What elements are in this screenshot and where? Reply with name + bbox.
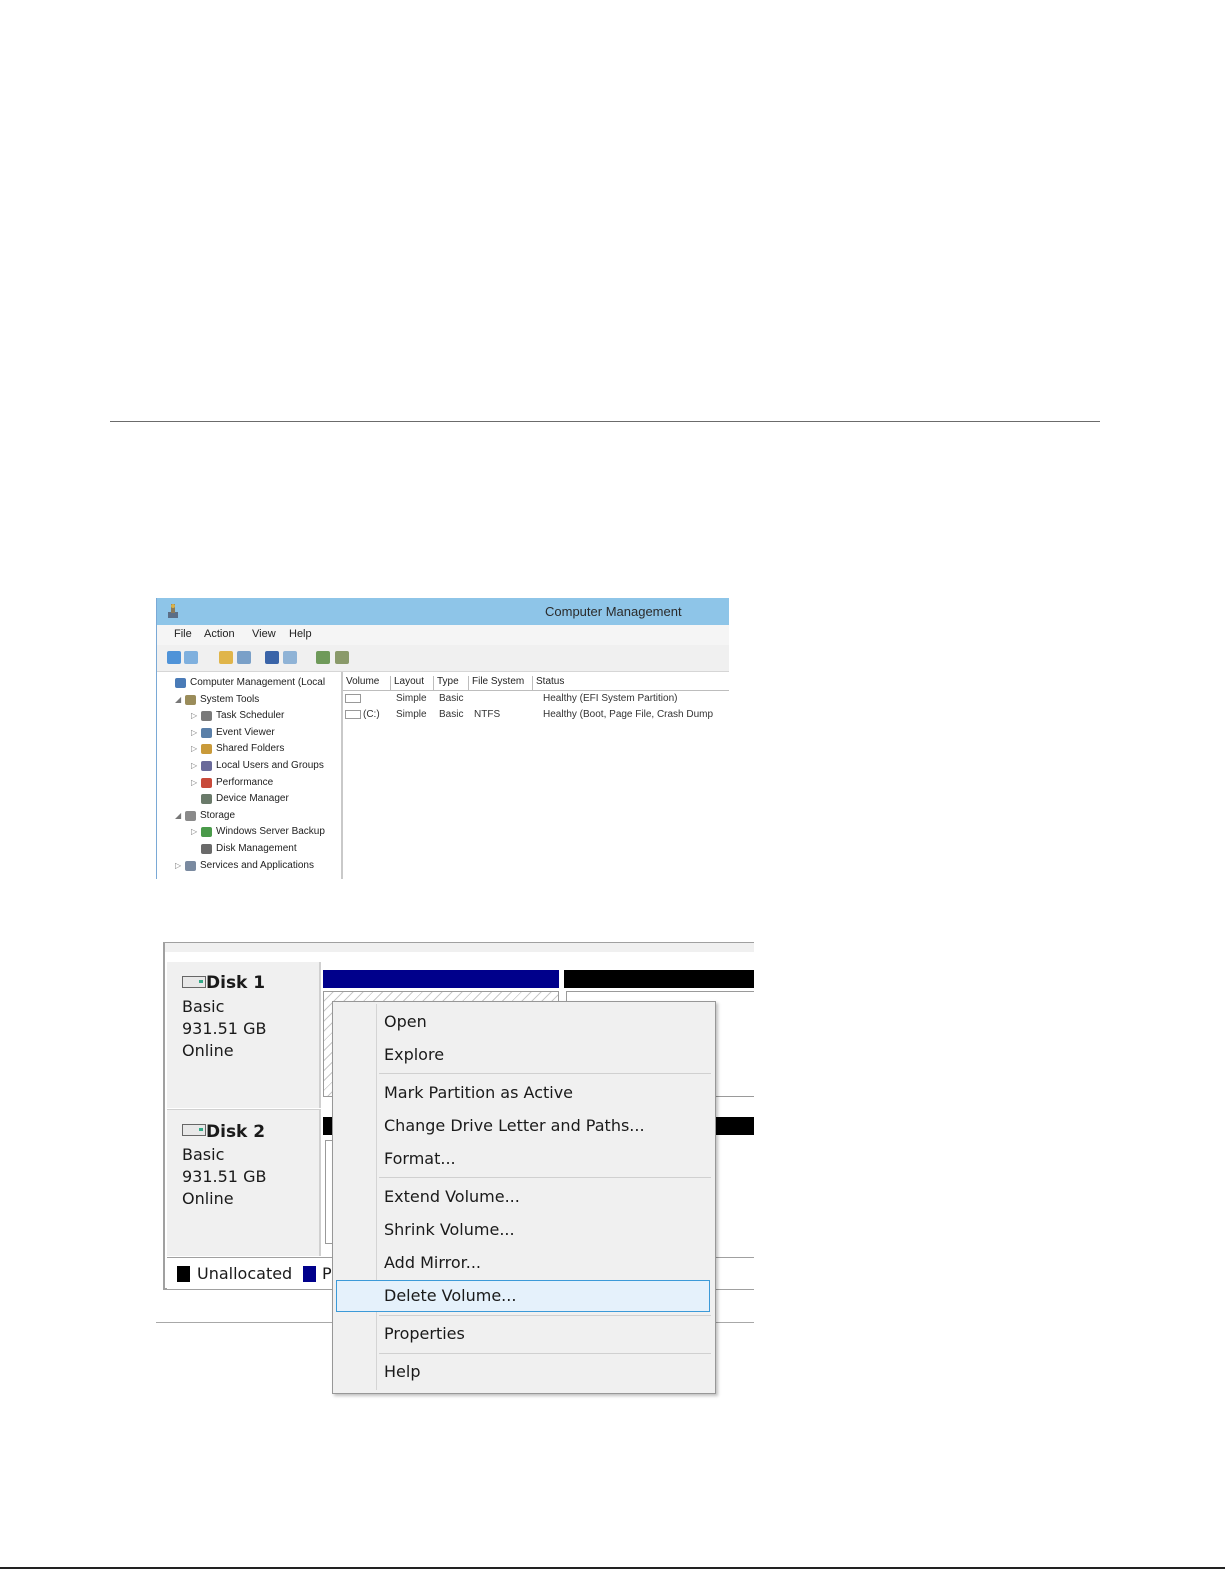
disk-type: Basic <box>182 1145 225 1164</box>
menu-help[interactable]: Help <box>289 628 312 640</box>
system-tools-icon <box>185 695 196 705</box>
page-bottom-rule <box>0 1567 1225 1569</box>
tree-item-label: Windows Server Backup <box>216 826 325 838</box>
tree-item-label: Performance <box>216 776 274 788</box>
context-menu <box>332 1001 716 1394</box>
cell-volume: (C:) <box>363 709 380 720</box>
volume-disk-icon <box>345 694 361 703</box>
menu-item-open[interactable] <box>336 1007 710 1037</box>
tree-item-label: Storage <box>200 809 236 821</box>
menu-bar <box>157 625 729 645</box>
expand-arrow-icon[interactable]: ▷ <box>191 827 198 837</box>
column-status[interactable]: Status <box>533 676 729 691</box>
menu-item-help[interactable] <box>336 1357 710 1387</box>
menu-separator <box>379 1073 711 1074</box>
column-layout[interactable]: Layout <box>391 676 434 691</box>
tree-item[interactable] <box>157 859 341 875</box>
menu-item-change-drive-letter[interactable] <box>336 1111 710 1141</box>
title-bar <box>157 598 729 625</box>
backup-icon <box>201 827 212 837</box>
disk-name: Disk 2 <box>206 1122 266 1142</box>
computer-management-icon <box>175 678 186 688</box>
menu-item-label: Properties <box>384 1324 465 1343</box>
tree-item-label: Local Users and Groups <box>216 760 324 771</box>
cell-status: Healthy (Boot, Page File, Crash Dump <box>543 709 714 720</box>
menu-item-label: Explore <box>384 1045 445 1064</box>
menu-item-properties[interactable] <box>336 1319 710 1349</box>
menu-separator <box>379 1353 711 1354</box>
disk-size: 931.51 GB <box>182 1167 267 1186</box>
expand-arrow-icon[interactable]: ▷ <box>175 860 182 870</box>
device-manager-icon <box>201 794 212 804</box>
menu-item-label: Change Drive Letter and Paths... <box>384 1116 645 1135</box>
help-icon[interactable] <box>316 651 330 664</box>
disk-2-info[interactable] <box>167 1109 321 1256</box>
tree-item-label: Shared Folders <box>216 743 285 755</box>
tree-item-label: Task Scheduler <box>216 710 285 722</box>
menu-item-delete-volume[interactable] <box>336 1280 710 1312</box>
tree-item-label: System Tools <box>200 693 260 705</box>
cell-layout: Simple <box>396 709 427 720</box>
disk-status: Online <box>182 1041 234 1060</box>
storage-icon <box>185 811 196 821</box>
disk-name: Disk 1 <box>206 973 266 993</box>
menu-item-shrink-volume[interactable] <box>336 1215 710 1245</box>
cell-layout: Simple <box>396 693 427 704</box>
column-file-system[interactable]: File System <box>469 676 533 691</box>
tree-item-label: Device Manager <box>216 793 289 805</box>
shared-folders-icon <box>201 744 212 754</box>
menu-item-extend-volume[interactable] <box>336 1182 710 1212</box>
menu-file[interactable]: File <box>174 628 192 640</box>
disk-size: 931.51 GB <box>182 1019 267 1038</box>
tree-item[interactable] <box>157 825 341 841</box>
cell-type: Basic <box>439 693 464 704</box>
services-icon <box>185 861 196 871</box>
up-folder-icon[interactable] <box>219 651 233 664</box>
event-viewer-icon <box>201 728 212 738</box>
tree-item[interactable] <box>157 759 341 775</box>
tree-item[interactable] <box>157 676 341 692</box>
computer-management-window <box>156 598 729 879</box>
tree-item[interactable] <box>157 809 341 825</box>
menu-item-label: Add Mirror... <box>384 1253 481 1272</box>
disk-tool-icon[interactable] <box>335 651 349 664</box>
disk-type: Basic <box>182 997 225 1016</box>
menu-view[interactable]: View <box>252 628 276 640</box>
menu-separator <box>379 1315 711 1316</box>
tree-item-label: Event Viewer <box>216 726 275 738</box>
legend-primary-swatch <box>303 1266 316 1282</box>
tree-item[interactable] <box>157 842 341 858</box>
users-icon <box>201 761 212 771</box>
clock-icon <box>201 711 212 721</box>
back-arrow-icon[interactable] <box>167 651 181 664</box>
cell-status: Healthy (EFI System Partition) <box>543 693 678 704</box>
expand-arrow-icon[interactable]: ▷ <box>191 761 198 770</box>
legend-unallocated-label: Unallocated <box>197 1264 293 1283</box>
tree-item[interactable] <box>157 693 341 709</box>
column-type[interactable]: Type <box>434 676 469 691</box>
tree-item-label: Disk Management <box>216 843 297 854</box>
menu-item-label: Help <box>384 1362 421 1381</box>
list-view-icon[interactable] <box>283 651 297 664</box>
cell-file-system: NTFS <box>474 709 501 720</box>
menu-item-mark-partition-active[interactable] <box>336 1078 710 1108</box>
disk-management-icon <box>201 844 212 854</box>
tree-item-label: Computer Management (Local <box>190 677 326 688</box>
navigation-tree <box>157 672 343 879</box>
disk-icon <box>182 1124 206 1136</box>
menu-action[interactable]: Action <box>204 628 235 640</box>
tree-item[interactable] <box>157 792 341 808</box>
menu-item-label: Format... <box>384 1149 456 1168</box>
menu-item-label: Extend Volume... <box>384 1187 520 1206</box>
menu-item-add-mirror[interactable] <box>336 1248 710 1278</box>
toolbar <box>157 645 729 672</box>
volume-disk-icon <box>345 710 361 719</box>
tree-item[interactable] <box>157 709 341 725</box>
menu-item-label: Open <box>384 1012 427 1031</box>
disk-1-primary-partition-bar[interactable] <box>323 970 559 988</box>
properties-icon[interactable] <box>265 651 279 664</box>
menu-item-label: Mark Partition as Active <box>384 1083 574 1102</box>
volume-list <box>343 672 729 879</box>
performance-icon <box>201 778 212 788</box>
tree-item-label: Services and Applications <box>200 859 314 871</box>
expand-arrow-icon[interactable]: ◢ <box>175 694 182 704</box>
menu-item-format[interactable] <box>336 1144 710 1174</box>
menu-separator <box>379 1177 711 1178</box>
tree-item[interactable] <box>157 742 341 758</box>
expand-arrow-icon[interactable]: ▷ <box>191 711 198 721</box>
expand-arrow-icon[interactable]: ▷ <box>191 777 198 787</box>
disk-1-unallocated-bar[interactable] <box>564 970 754 988</box>
menu-item-label: Shrink Volume... <box>384 1220 515 1239</box>
disk-status: Online <box>182 1189 234 1208</box>
expand-arrow-icon[interactable]: ▷ <box>191 727 198 737</box>
expand-arrow-icon[interactable]: ▷ <box>191 744 198 754</box>
cell-type: Basic <box>439 709 464 720</box>
menu-item-label: Delete Volume... <box>384 1286 517 1305</box>
show-hide-tree-icon[interactable] <box>237 651 251 664</box>
tree-item[interactable] <box>157 776 341 792</box>
section-divider <box>110 421 1100 422</box>
menu-item-explore[interactable] <box>336 1040 710 1070</box>
disk-icon <box>182 976 206 988</box>
expand-arrow-icon[interactable]: ◢ <box>175 810 182 820</box>
window-title: Computer Management <box>545 604 682 619</box>
legend-primary-label: P <box>322 1264 332 1283</box>
column-volume[interactable]: Volume <box>343 676 391 691</box>
tree-item[interactable] <box>157 726 341 742</box>
forward-arrow-icon[interactable] <box>184 651 198 664</box>
legend-unallocated-swatch <box>177 1266 190 1282</box>
disk-1-info[interactable] <box>167 962 321 1108</box>
computer-management-app-icon <box>166 603 180 619</box>
